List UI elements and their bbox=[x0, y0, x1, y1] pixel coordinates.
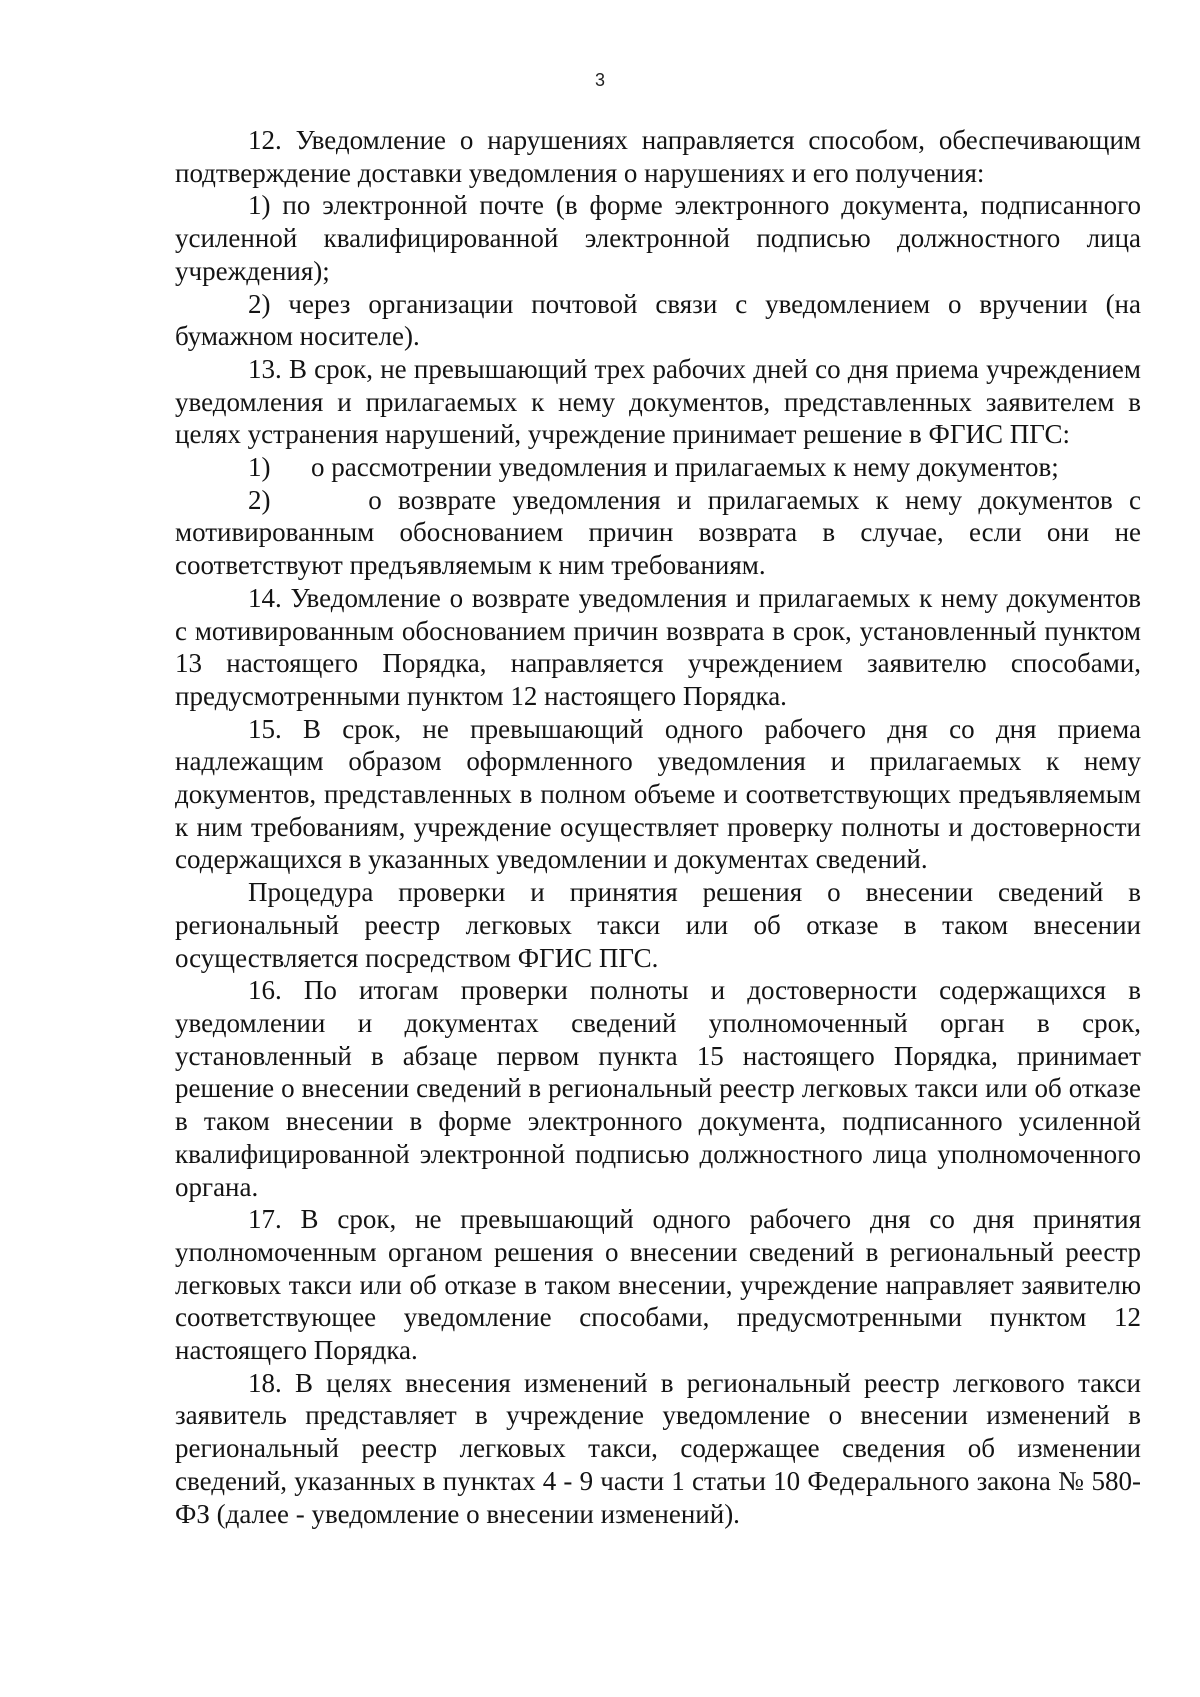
paragraph-17: 17. В срок, не превышающий одного рабочего дня со дня принятия уполномоченным органом решения о внесении сведений в региональный реестр легковых такси или об отказе в таком внесении, учреждение направляет заявителю соответствующее уведомление способами, предусмотренными пунктом 12 настоящего Порядка. bbox=[175, 1204, 1141, 1366]
paragraph-13: 13. В срок, не превышающий трех рабочих дней со дня приема учреждением уведомления и прилагаемых к нему документов, представленных заявителем в целях устранения нарушений, учреждение принимает решение в ФГИС ПГС: bbox=[175, 353, 1141, 450]
paragraph-13-item-2: 2) о возврате уведомления и прилагаемых к нему документов с мотивированным обоснованием причин возврата в случае, если они не соответствуют предъявляемым к ним требованиям. bbox=[175, 484, 1148, 581]
paragraph-15-procedure: Процедура проверки и принятия решения о внесении сведений в региональный реестр легковых такси или об отказе в таком внесении осуществляется посредством ФГИС ПГС. bbox=[175, 877, 1141, 973]
paragraph-12-item-1: 1) по электронной почте (в форме электронного документа, подписанного усиленной квалифицированной электронной подписью должностного лица учреждения); bbox=[175, 190, 1141, 286]
paragraph-18: 18. В целях внесения изменений в региональный реестр легкового такси заявитель представляет в учреждение уведомление о внесении изменений в региональный реестр легковых такси, содержащее сведения об изменении сведений, указанных в пунктах 4 - 9 части 1 статьи 10 Федерального закона № 580-ФЗ (далее - уведомление о внесении изменений). bbox=[175, 1367, 1141, 1529]
paragraph-15: 15. В срок, не превышающий одного рабочего дня со дня приема надлежащим образом оформленного уведомления и прилагаемых к нему документов, представленных в полном объеме и соответствующих предъявляемым к ним требованиям, учреждение осуществляет проверку полноты и достоверности содержащихся в указанных уведомлении и документах сведений. bbox=[175, 713, 1141, 875]
paragraph-12: 12. Уведомление о нарушениях направляется способом, обеспечивающим подтверждение доставки уведомления о нарушениях и его получения: bbox=[175, 125, 1141, 188]
document-body bbox=[175, 124, 1148, 1530]
paragraph-16: 16. По итогам проверки полноты и достоверности содержащихся в уведомлении и документах сведений уполномоченный орган в срок, установленный в абзаце первом пункта 15 настоящего Порядка, принимает решение о внесении сведений в региональный реестр легковых такси или об отказе в таком внесении в форме электронного документа, подписанного усиленной квалифицированной электронной подписью должностного лица уполномоченного органа. bbox=[175, 975, 1141, 1202]
page-number: 3 bbox=[594, 70, 605, 90]
paragraph-13-item-1: 1) о рассмотрении уведомления и прилагаемых к нему документов; bbox=[248, 452, 1059, 483]
paragraph-14: 14. Уведомление о возврате уведомления и прилагаемых к нему документов с мотивированным обоснованием причин возврата в срок, установленный пунктом 13 настоящего Порядка, направляется учреждением заявителю способами, предусмотренными пунктом 12 настоящего Порядка. bbox=[175, 582, 1141, 711]
paragraph-12-item-2: 2) через организации почтовой связи с уведомлением о вручении (на бумажном носителе). bbox=[175, 288, 1141, 352]
